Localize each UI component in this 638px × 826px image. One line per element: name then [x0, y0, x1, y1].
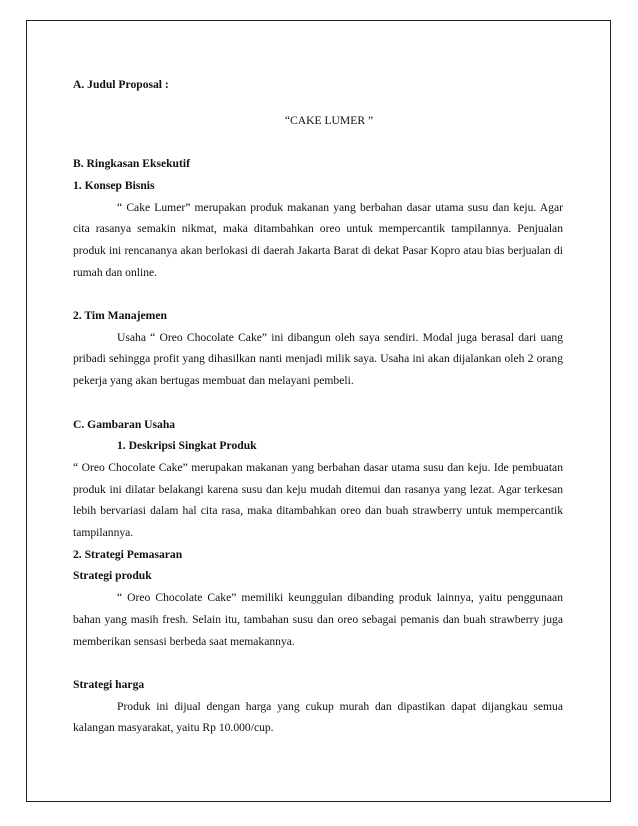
- strategi-harga-text: Produk ini dijual dengan harga yang cukup murah dan dipastikan dapat dijangkau semua kalangan masyarakat, yaitu Rp 10.000/cup.: [73, 699, 563, 735]
- tim-manajemen-text: Usaha “ Oreo Chocolate Cake” ini dibangun oleh saya sendiri. Modal juga berasal dari uang pribadi sehingga profit yang dihasilkan nanti menjadi milik saya. Usaha ini akan dijalankan oleh 2 orang pekerja yang akan bertugas membuat dan melayani pembeli.: [73, 330, 563, 388]
- spacer: [73, 131, 563, 153]
- strategi-harga-heading: Strategi harga: [73, 677, 145, 691]
- strategi-pemasaran-heading: 2. Strategi Pemasaran: [73, 547, 183, 561]
- konsep-bisnis-text: “ Cake Lumer” merupakan produk makanan yang berbahan dasar utama susu dan keju. Agar cita rasanya semakin nikmat, maka ditambahkan oreo untuk mempercantik tampilannya. Penjualan produk ini rencananya akan berlokasi di daerah Jakarta Barat di dekat Pasar Kopro atau bias berjualan di rumah dan online.: [73, 200, 563, 279]
- proposal-title: “CAKE LUMER ”: [284, 113, 374, 127]
- tim-manajemen-heading: 2. Tim Manajemen: [73, 309, 167, 322]
- section-c-heading: C. Gambaran Usaha: [73, 417, 176, 431]
- deskripsi-produk-text: “ Oreo Chocolate Cake” merupakan makanan yang berbahan dasar utama susu dan keju. Ide pembuatan produk ini dilatar belakangi karena susu dan keju mudah ditemui dan rasanya yang lezat. Agar terkesan lebih bervariasi dalam hal cita rasa, maka ditambahkan oreo dan buah strawberry untuk mempercantik tampilannya.: [73, 460, 563, 540]
- document-body: [73, 74, 563, 739]
- deskripsi-produk-heading: 1. Deskripsi Singkat Produk: [117, 439, 257, 453]
- konsep-bisnis-heading: 1. Konsep Bisnis: [73, 178, 155, 192]
- section-a-heading: A. Judul Proposal :: [73, 78, 169, 91]
- section-b-heading: B. Ringkasan Eksekutif: [73, 157, 190, 171]
- spacer: [73, 283, 563, 305]
- spacer: [73, 652, 563, 674]
- strategi-produk-heading: Strategi produk: [73, 569, 152, 583]
- spacer: [73, 96, 563, 110]
- strategi-produk-text: “ Oreo Chocolate Cake” memiliki keunggulan dibanding produk lainnya, yaitu penggunaan bahan yang masih fresh. Selain itu, tambahan susu dan oreo sebagai pemanis dan buah strawberry juga memberikan sensasi berbeda saat memakannya.: [73, 591, 563, 648]
- spacer: [73, 392, 563, 414]
